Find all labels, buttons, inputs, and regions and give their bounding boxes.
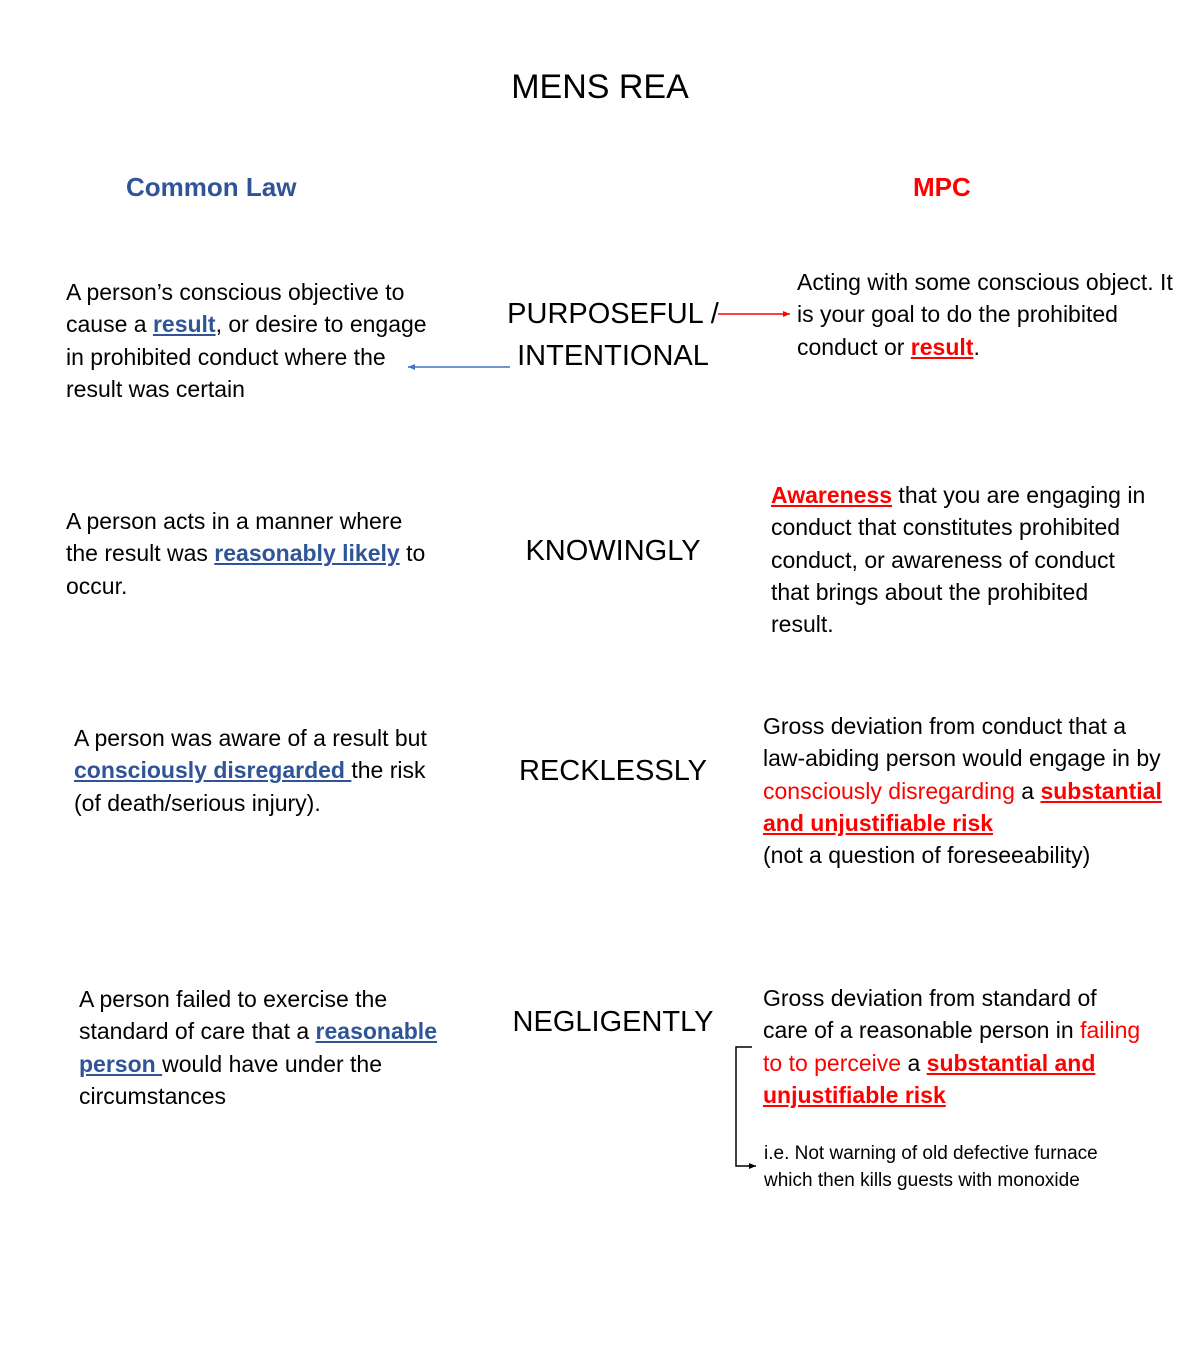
term-purposeful-line2: INTENTIONAL [517,340,709,372]
mpc-recklessly-text-mid: a [1014,777,1041,804]
page-title: MENS REA [511,68,689,106]
mpc-knowingly-text: that you are engaging in conduct that constitutes prohibited conduct, or awareness of conduct that brings about the prohibited result. [771,482,1146,638]
cl-knowingly-keyword: reasonably likely [214,540,400,567]
mpc-recklessly-note: (not a question of foreseeability) [763,842,1091,869]
cl-purposeful-text-end: , or desire to engage in prohibited conduct where the result was certain [66,311,427,402]
cl-purposeful-keyword: result [152,311,216,338]
cl-negligently-text: A person failed to exercise the standard of care that a [79,986,388,1045]
mpc-knowingly-keyword: Awareness [771,482,893,508]
cl-knowingly-text: A person acts in a manner where the result was [66,508,403,567]
cl-purposeful-text: A person’s conscious objective to cause a [66,279,405,338]
mpc-recklessly-keyword: substantial and unjustifiable risk [763,777,1162,836]
cl-recklessly-text-end: the risk (of death/serious injury). [74,757,426,816]
mpc-header: MPC [913,172,971,202]
mpc-negligently-red-phrase: failing to to perceive [763,1017,1141,1076]
mpc-recklessly-red-phrase: consciously disregarding [763,777,1015,804]
mpc-recklessly-text: Gross deviation from conduct that a law-abiding person would engage in by [763,713,1161,772]
mpc-negligently-keyword: substantial and unjustifiable risk [763,1049,1096,1108]
cl-negligently-keyword: reasonable person [79,1018,437,1077]
cl-recklessly-text: A person was aware of a result but [74,725,427,751]
common-law-header: Common Law [126,172,297,202]
mpc-negligently-text-mid: a [901,1049,927,1076]
mpc-purposeful-text-end: . [973,333,980,360]
term-negligently: NEGLIGENTLY [512,1006,714,1038]
mpc-negligently-example: i.e. Not warning of old defective furnace which then kills guests with monoxide [764,1143,1098,1191]
cl-negligently-text-end: would have under the circumstances [79,1050,383,1109]
mpc-negligently-text: Gross deviation from standard of care of a reasonable person in [763,985,1097,1044]
example-bracket-arrow [736,1047,756,1166]
mpc-purposeful-text: Acting with some conscious object. It is your goal to do the prohibited conduct or [797,269,1173,360]
term-recklessly: RECKLESSLY [518,755,708,787]
cl-knowingly-text-end: to occur. [66,540,426,599]
term-purposeful-line1: PURPOSEFUL / [507,298,719,330]
cl-recklessly-keyword: consciously disregarded [74,757,352,784]
mpc-purposeful-keyword: result [910,333,974,360]
term-knowingly: KNOWINGLY [525,535,701,567]
